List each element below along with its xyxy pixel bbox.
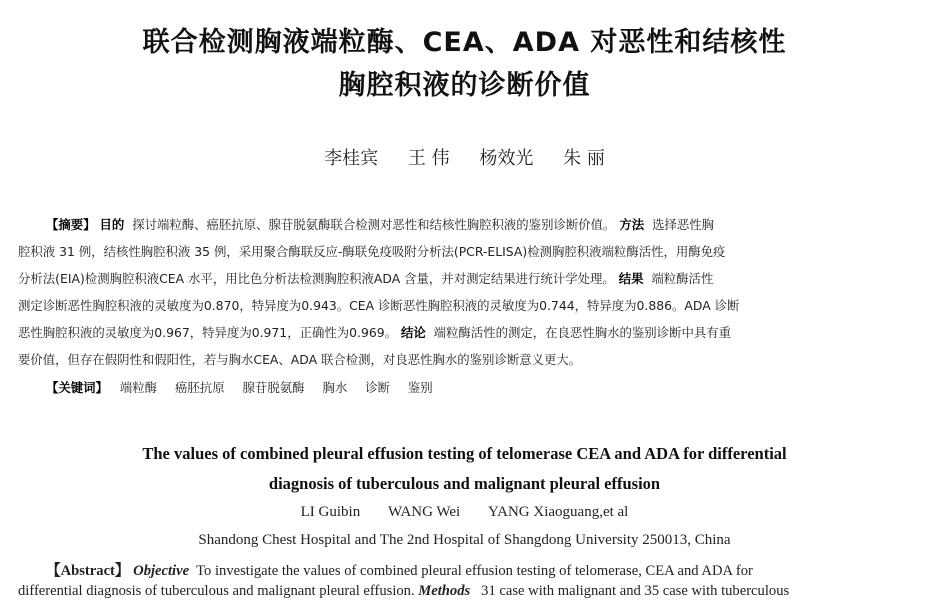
abstract-cn-text: 分析法(EIA)检测胸腔积液CEA 水平，用比色分析法检测胸腔积液ADA 含量，并对测定结果进行统计学处理。 (18, 271, 615, 286)
conclusion-cn-text: 端粒酶活性的测定，在良恶性胸水的鉴别诊断中具有重 (433, 325, 732, 340)
author-en: WANG Wei (387, 504, 461, 520)
abstract-en-line1 (46, 559, 929, 580)
abstract-cn-label: 【摘要】 (46, 217, 96, 232)
abstract-cn-line1 (46, 219, 929, 231)
abstract-cn-line3 (18, 273, 918, 285)
keyword: 胸水 (322, 380, 348, 395)
results-cn-text: 端粒酶活性 (651, 271, 714, 286)
author-en: LI Guibin (300, 504, 361, 520)
methods-cn-label: 方法 (619, 217, 645, 232)
abstract-en-text: To investigate the values of combined pleural effusion testing of telomerase, CEA and ADA for (196, 563, 753, 579)
abstract-en-label: 【Abstract】 (46, 563, 130, 579)
keyword: 鉴别 (407, 380, 433, 395)
author-cn: 李桂宾 (324, 148, 379, 169)
title-cn-line1: 联合检测胸液端粒酶、CEA、ADA 对恶性和结核性 (142, 27, 787, 58)
title-cn-line2: 胸腔积液的诊断价值 (338, 70, 591, 101)
keyword: 诊断 (365, 380, 390, 395)
authors-cn (0, 144, 929, 170)
author-cn: 朱 丽 (563, 148, 605, 169)
affiliation-en: Shandong Chest Hospital and The 2nd Hospital of Shangdong University 250013, China (198, 532, 731, 548)
keywords-cn (46, 382, 929, 394)
methods-cn-text: 选择恶性胸 (652, 217, 714, 232)
title-en-line2: diagnosis of tuberculous and malignant pleural effusion (268, 474, 661, 493)
results-cn-label: 结果 (618, 271, 644, 286)
author-cn: 杨效光 (479, 148, 534, 169)
author-cn: 王 伟 (407, 148, 450, 169)
abstract-en-line2 (18, 583, 923, 600)
objective-cn-label: 目的 (99, 217, 125, 232)
methods-en-label: Methods (418, 583, 471, 599)
keyword: 端粒酶 (119, 380, 158, 395)
authors-en (0, 504, 929, 521)
author-en: YANG Xiaoguang,et al (487, 504, 629, 520)
abstract-cn-line5 (18, 327, 918, 339)
objective-en-label: Objective (133, 563, 190, 579)
abstract-cn-line4: 测定诊断恶性胸腔积液的灵敏度为0.870，特异度为0.943。CEA 诊断恶性胸腔积液的灵敏度为0.744，特异度为0.886。ADA 诊断 (18, 298, 740, 313)
abstract-cn-text: 恶性胸腔积液的灵敏度为0.967，特异度为0.971，正确性为0.969。 (18, 325, 398, 340)
keyword: 癌胚抗原 (175, 380, 225, 395)
abstract-cn-line2: 腔积液 31 例，结核性胸腔积液 35 例，采用聚合酶联反应-酶联免疫吸附分析法(PCR-ELISA)检测胸腔积液端粒酶活性，用酶免疫 (18, 244, 726, 259)
title-en-line1: The values of combined pleural effusion testing of telomerase CEA and ADA for differential (142, 444, 787, 463)
objective-cn-text: 探讨端粒酶、癌胚抗原、腺苷脱氨酶联合检测对恶性和结核性胸腔积液的鉴别诊断价值。 (132, 217, 616, 232)
keyword: 腺苷脱氨酶 (242, 380, 305, 395)
abstract-cn-line6: 要价值，但存在假阴性和假阳性，若与胸水CEA、ADA 联合检测，对良恶性胸水的鉴别诊断意义更大。 (18, 352, 582, 367)
conclusion-cn-label: 结论 (400, 325, 426, 340)
abstract-en-text: differential diagnosis of tuberculous and malignant pleural effusion. (18, 583, 415, 599)
abstract-en-text: 31 case with malignant and 35 case with tuberculous (481, 583, 790, 599)
keywords-cn-label: 【关键词】 (46, 380, 108, 395)
